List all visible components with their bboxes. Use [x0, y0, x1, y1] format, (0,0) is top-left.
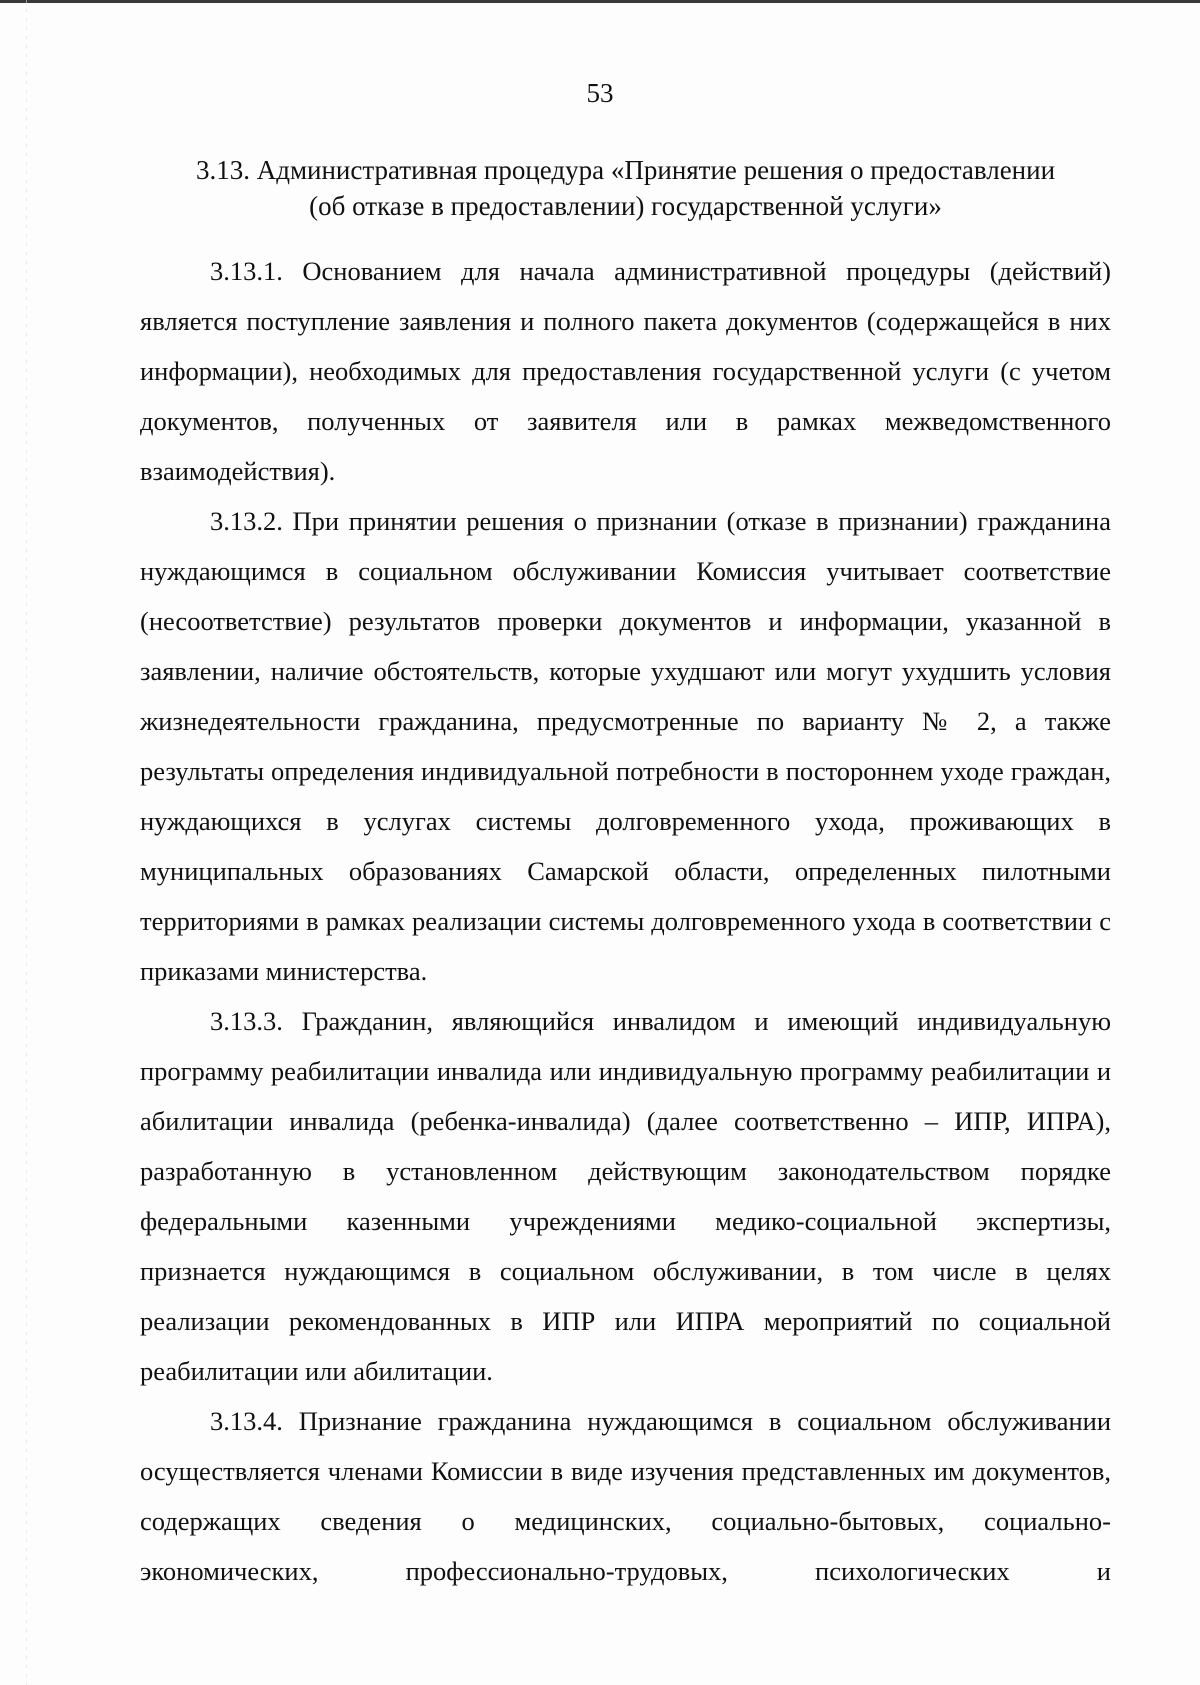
paragraph-3-13-4: 3.13.4. Признание гражданина нуждающимся в социальном обслуживании осуществляется членами Комиссии в виде изучения представленных им документов, содержащих сведения о медицинских, социально-бытовых, социально-экономических, профессионально-трудовых, психологических и	[140, 1406, 1111, 1586]
paragraph-3-13-2: 3.13.2. При принятии решения о признании (отказе в признании) гражданина нуждающимся в социальном обслуживании Комиссия учитывает соответствие (несоответствие) результатов проверки документов и информации, указанной в заявлении, наличие обстоятельств, которые ухудшают или могут ухудшить условия жизнедеятельности гражданина, предусмотренные по варианту № 2, а также результаты определения индивидуальной потребности в постороннем уходе граждан, нуждающихся в услугах системы долговременного ухода, проживающих в муниципальных образованиях Самарской области, определенных пилотными территориями в рамках реализации системы долговременного ухода в соответствии с приказами министерства.	[140, 506, 1111, 986]
scan-left-edge	[26, 0, 27, 1685]
section-heading-line-2: (об отказе в предоставлении) государственной услуги»	[309, 191, 942, 221]
section-heading-line-1: 3.13. Административная процедура «Принятие решения о предоставлении	[195, 155, 1056, 185]
paragraph-3-13-3: 3.13.3. Гражданин, являющийся инвалидом и имеющий индивидуальную программу реабилитации инвалида или индивидуальную программу реабилитации и абилитации инвалида (ребенка-инвалида) (далее соответственно – ИПР, ИПРА), разработанную в установленном действующим законодательством порядке федеральными казенными учреждениями медико-социальной экспертизы, признается нуждающимся в социальном обслуживании, в том числе в целях реализации рекомендованных в ИПР или ИПРА мероприятий по социальной реабилитации или абилитации.	[140, 1006, 1111, 1386]
scan-top-edge	[0, 0, 1200, 3]
paragraph-3-13-1: 3.13.1. Основанием для начала административной процедуры (действий) является поступление заявления и полного пакета документов (содержащейся в них информации), необходимых для предоставления государственной услуги (с учетом документов, полученных от заявителя или в рамках межведомственного взаимодействия).	[140, 256, 1111, 486]
section-heading	[140, 152, 1111, 224]
document-body	[140, 152, 1111, 1596]
page-number: 53	[586, 78, 614, 108]
